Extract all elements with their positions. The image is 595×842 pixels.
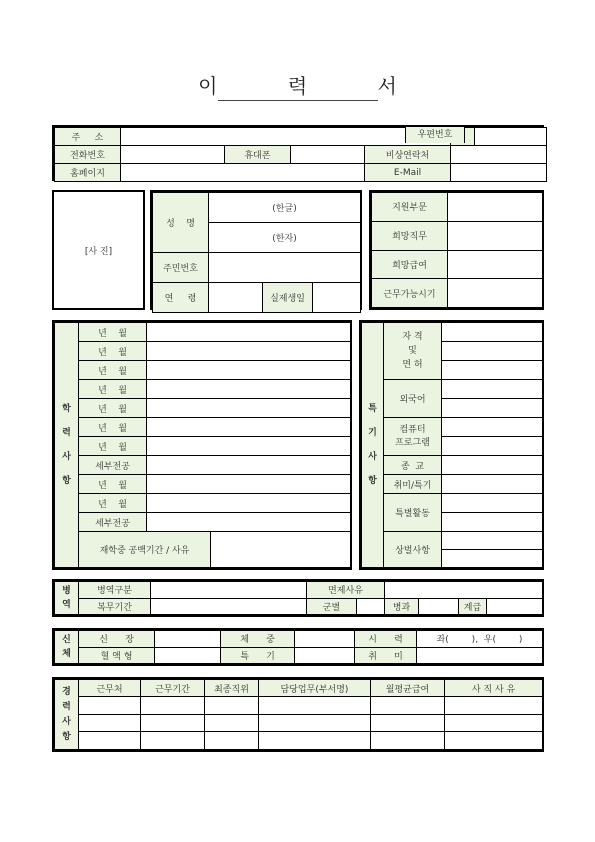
license-field-3[interactable] [442,361,543,380]
specialty-field[interactable] [419,598,459,615]
career-position-1[interactable] [205,697,259,715]
education-entry-9[interactable] [147,494,351,513]
license-field-2[interactable] [442,342,543,361]
hobby-body-label: 취 미 [355,647,417,664]
height-field[interactable] [155,631,221,648]
homepage-label: 홈페이지 [55,164,121,182]
computer-field-2[interactable] [442,437,543,456]
exemption-label: 면제사유 [307,582,385,599]
weight-field[interactable] [295,631,355,648]
desired-position-label: 희망직무 [372,221,448,250]
emergency-field[interactable] [451,146,547,164]
age-field[interactable] [209,283,263,313]
exemption-field[interactable] [385,582,543,599]
education-section [52,320,352,570]
physical-side-label: 신 체 [55,631,79,664]
applied-dept-field[interactable] [448,193,543,222]
postcode-label-text: 우편번호 [405,127,465,143]
career-side-label: 경 력 사 항 [55,680,79,750]
education-date-9: 년 월 [79,494,147,513]
education-major-2: 세부전공 [79,513,147,532]
career-position-3[interactable] [205,732,259,750]
career-duty-3[interactable] [259,732,371,750]
education-entry-3[interactable] [147,361,351,380]
military-type-field[interactable] [151,582,307,599]
career-company-2[interactable] [79,714,141,732]
email-label: E-Mail [365,164,451,182]
language-label: 외국어 [384,380,442,418]
special-section [359,320,544,570]
military-side-label: 병 역 [55,582,79,615]
desired-position-field[interactable] [448,221,543,250]
homepage-field[interactable] [121,164,365,182]
military-type-label: 병역구분 [79,582,151,599]
career-header-company: 근무처 [79,680,141,697]
age-label: 연 령 [153,283,209,313]
education-entry-6[interactable] [147,418,351,437]
rank-label: 계급 [459,598,487,615]
resident-no-field[interactable] [209,253,361,283]
emergency-label: 비상연락처 [365,146,451,164]
career-duty-1[interactable] [259,697,371,715]
activities-label: 특별활동 [384,494,442,532]
education-entry-1[interactable] [147,323,351,342]
height-label: 신 장 [79,631,155,648]
phone-label: 전화번호 [55,146,121,164]
name-label: 성 명 [153,193,209,253]
career-company-1[interactable] [79,697,141,715]
education-date-2: 년 월 [79,342,147,361]
email-field[interactable] [451,164,547,182]
desired-salary-field[interactable] [448,250,543,279]
photo-box[interactable]: [사 진] [52,190,145,310]
hobby-body-field[interactable] [417,647,543,664]
military-section [52,579,544,617]
service-period-label: 복무기간 [79,598,151,615]
special-skill-field[interactable] [295,647,355,664]
religion-label: 종 교 [384,456,442,475]
education-date-5: 년 월 [79,399,147,418]
education-date-8: 년 월 [79,475,147,494]
blood-type-label: 혈 액 형 [79,647,155,664]
service-period-field[interactable] [151,598,307,615]
physical-section [52,628,544,666]
awards-field-1[interactable] [442,532,543,550]
activities-field-2[interactable] [442,513,543,532]
career-header-duty: 담당업무(부서명) [259,680,371,697]
language-field-2[interactable] [442,399,543,418]
postcode-field[interactable] [475,128,547,146]
special-side-label: 특 기 사 항 [362,323,384,568]
birthday-label: 실제생일 [263,283,313,313]
career-position-2[interactable] [205,714,259,732]
activities-field-1[interactable] [442,494,543,513]
application-section [369,190,544,310]
title-underline [218,100,378,101]
education-major-1: 세부전공 [79,456,147,475]
awards-field-2[interactable] [442,550,543,568]
computer-field-1[interactable] [442,418,543,437]
available-date-field[interactable] [448,279,543,308]
language-field-1[interactable] [442,380,543,399]
specialty-label: 병과 [385,598,419,615]
hobby-field[interactable] [442,475,543,494]
career-period-1[interactable] [141,697,205,715]
license-field-1[interactable] [442,323,543,342]
license-label: 자 격 및 면 허 [384,323,442,380]
education-entry-7[interactable] [147,437,351,456]
computer-label: 컴퓨터 프로그램 [384,418,442,456]
education-entry-2[interactable] [147,342,351,361]
career-company-3[interactable] [79,732,141,750]
available-date-label: 근무가능시기 [372,279,448,308]
career-reason-1[interactable] [445,697,543,715]
education-gap-label: 재학중 공백기간 / 사유 [79,532,211,568]
branch-field[interactable] [357,598,385,615]
personal-info-section [150,190,362,310]
awards-label: 상벌사항 [384,532,442,568]
education-date-1: 년 월 [79,323,147,342]
applied-dept-label: 지원부문 [372,193,448,222]
rank-field[interactable] [487,598,543,615]
desired-salary-label: 희망급여 [372,250,448,279]
education-major-entry-1[interactable] [147,456,351,475]
hobby-label: 취미/특기 [384,475,442,494]
religion-field[interactable] [442,456,543,475]
career-duty-2[interactable] [259,714,371,732]
education-entry-5[interactable] [147,399,351,418]
career-section [52,677,544,752]
vision-label: 시 력 [355,631,417,648]
education-side-label: 학 력 사 항 [55,323,79,568]
career-period-2[interactable] [141,714,205,732]
mobile-field[interactable] [291,146,365,164]
vision-field[interactable]: 좌( ), 우( ) [417,631,543,648]
address-field[interactable] [121,128,451,146]
education-entry-8[interactable] [147,475,351,494]
career-reason-3[interactable] [445,732,543,750]
career-header-reason: 사 직 사 유 [445,680,543,697]
education-entry-4[interactable] [147,380,351,399]
career-header-period: 근무기간 [141,680,205,697]
career-header-salary: 월평균급여 [371,680,445,697]
weight-label: 체 중 [221,631,295,648]
education-major-entry-2[interactable] [147,513,351,532]
branch-label: 군별 [307,598,357,615]
education-date-6: 년 월 [79,418,147,437]
career-header-position: 최종직위 [205,680,259,697]
career-salary-3[interactable] [371,732,445,750]
phone-field[interactable] [121,146,225,164]
address-label: 주 소 [55,128,121,146]
career-reason-2[interactable] [445,714,543,732]
blood-type-field[interactable] [155,647,221,664]
education-date-4: 년 월 [79,380,147,399]
birthday-field[interactable] [313,283,361,313]
education-gap-field[interactable] [211,532,351,568]
career-salary-2[interactable] [371,714,445,732]
mobile-label: 휴대폰 [225,146,291,164]
career-salary-1[interactable] [371,697,445,715]
education-date-7: 년 월 [79,437,147,456]
name-hanja-field[interactable]: (한자) [209,223,361,253]
resident-no-label: 주민번호 [153,253,209,283]
name-korean-field[interactable]: (한글) [209,193,361,223]
career-period-3[interactable] [141,732,205,750]
education-date-3: 년 월 [79,361,147,380]
contact-section [52,125,544,181]
special-skill-label: 특 기 [221,647,295,664]
document-title: 이 력 서 [198,74,429,98]
